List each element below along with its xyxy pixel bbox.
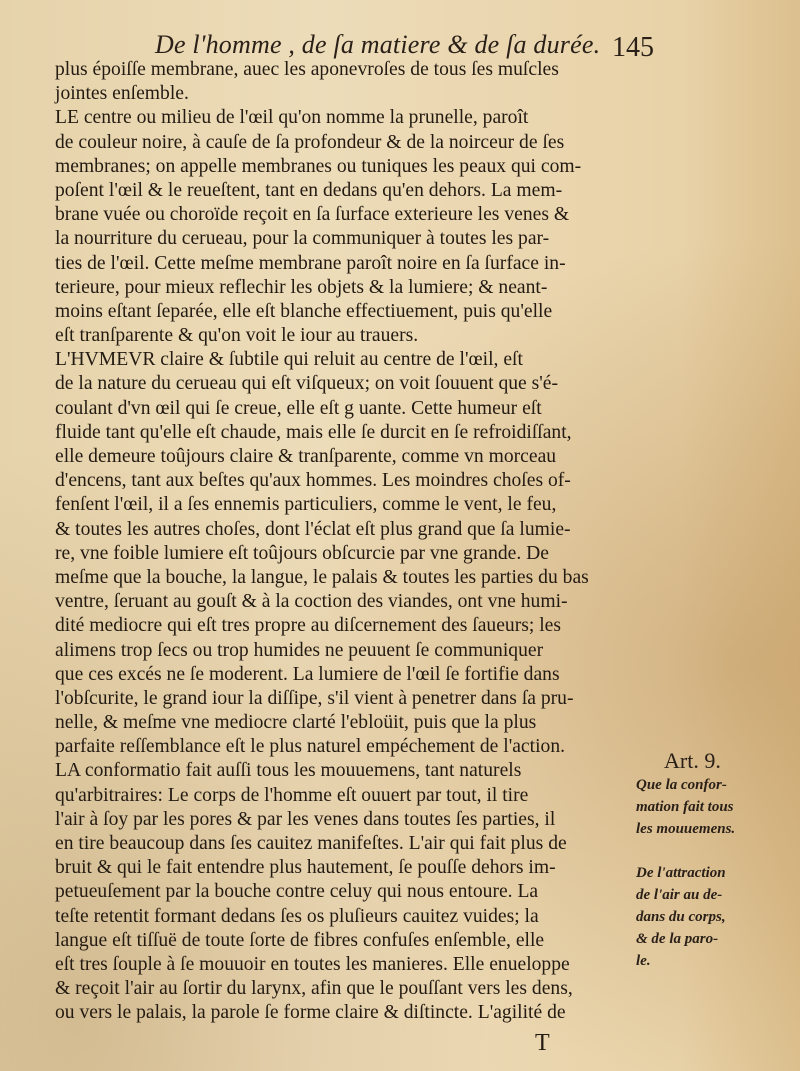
text-line: alimens trop ſecs ou trop humides ne peuuent ſe communiquer — [55, 639, 544, 661]
text-line: parfaite reſſemblance eſt le plus naturel empéchement de l'action. — [55, 736, 566, 758]
margin-note-title: Art. 9. — [664, 748, 721, 773]
text-line: d'encens, tant aux beſtes qu'aux hommes. Les moindres choſes of- — [55, 470, 571, 492]
text-line: moins eſtant ſeparée, elle eſt blanche effectiuement, puis qu'elle — [55, 300, 553, 322]
margin-note-line: Que la confor- — [636, 777, 727, 793]
text-line: membranes; on appelle membranes ou tuniques les peaux qui com- — [55, 155, 582, 177]
text-line: de la nature du cerueau qui eſt viſqueux; on voit ſouuent que s'é- — [55, 373, 559, 395]
text-line: petueuſement par la bouche contre celuy qui nous entoure. La — [55, 881, 539, 903]
text-line: poſent l'œil & le reueſtent, tant en dedans qu'en dehors. La mem- — [55, 179, 563, 201]
text-line: en tire beaucoup dans ſes cauitez manifeſtes. L'air qui fait plus de — [55, 833, 567, 854]
text-line: elle demeure toûjours claire & tranſparente, comme vn morceau — [55, 446, 557, 467]
margin-note-line: De l'attraction — [636, 865, 726, 881]
margin-note-line: mation fait tous — [636, 799, 734, 815]
text-line: ou vers le palais, la parole ſe forme claire & diſtincte. L'agilité de — [55, 1002, 566, 1024]
text-line: la nourriture du cerueau, pour la communiquer à toutes les par- — [55, 228, 550, 250]
text-line: ventre, ſeruant au gouſt & à la coction des viandes, ont vne humi- — [55, 591, 568, 613]
text-line: fluide tant qu'elle eſt chaude, mais elle ſe durcit en ſe refroidiſſant, — [55, 421, 572, 443]
margin-note-line: & de la paro- — [636, 931, 719, 947]
text-line: fenſent l'œil, il a ſes ennemis particuliers, comme le vent, le feu, — [55, 494, 557, 516]
margin-note-art-9 — [636, 748, 796, 840]
margin-note-line: de l'air au de- — [636, 887, 723, 903]
text-line: jointes enſemble. — [55, 83, 189, 105]
text-line: bruit & qui le fait entendre plus hautement, ſe pouſſe dehors im- — [55, 857, 556, 879]
text-line: LA conformatio fait auſſi tous les mouuemens, tant naturels — [55, 760, 522, 782]
text-line: L'HVMEVR claire & ſubtile qui reluit au centre de l'œil, eſt — [55, 349, 523, 371]
text-line: & toutes les autres choſes, dont l'éclat eſt plus grand que ſa lumie- — [55, 518, 571, 540]
text-line: terieure, pour mieux reflechir les objets & la lumiere; & neant- — [55, 276, 548, 298]
text-line: meſme que la bouche, la langue, le palais & toutes les parties du bas — [55, 566, 589, 588]
text-line: ties de l'œil. Cette meſme membrane paroît noire en ſa ſurface in- — [55, 252, 566, 274]
text-line: de couleur noire, à cauſe de ſa profondeur & de la noirceur de ſes — [55, 131, 565, 153]
text-line: qu'arbitraires: Le corps de l'homme eſt ouuert par tout, il tire — [55, 784, 529, 806]
page-number: 145 — [612, 32, 654, 63]
text-line: eſt tres ſouple à ſe mouuoir en toutes les manieres. Elle enueloppe — [55, 953, 570, 975]
text-line: & reçoit l'air au ſortir du larynx, afin que le pouſſant vers les dens, — [55, 978, 573, 1000]
text-line: eſt tranſparente & qu'on voit le iour au trauers. — [55, 325, 419, 347]
margin-note-line: les mouuemens. — [636, 821, 736, 837]
body-text — [55, 58, 635, 1026]
text-line: dité mediocre qui eſt tres propre au diſcernement des ſaueurs; les — [55, 615, 561, 637]
text-line: l'air à ſoy par les pores & par les venes dans toutes ſes parties, il — [55, 808, 556, 830]
signature-mark: T — [535, 1030, 550, 1056]
text-line: que ces excés ne ſe moderent. La lumiere de l'œil ſe fortifie dans — [55, 663, 560, 685]
text-line: l'obſcurite, le grand iour la diſſipe, s'il vient à penetrer dans ſa pru- — [55, 687, 574, 709]
margin-note-attraction — [636, 862, 796, 972]
margin-note-line: le. — [636, 953, 651, 969]
text-line: teſte retentit formant dedans ſes os pluſieurs cauitez vuides; la — [55, 905, 539, 927]
text-line: coulant d'vn œil qui ſe creue, elle eſt g uante. Cette humeur eſt — [55, 397, 542, 419]
text-line: langue eſt tiſſuë de toute ſorte de fibres confuſes enſemble, elle — [55, 929, 545, 951]
margin-note-line: dans du corps, — [636, 909, 726, 925]
running-title: De l'homme , de ſa matiere & de ſa durée. — [155, 30, 601, 59]
text-line: nelle, & meſme vne mediocre clarté l'ebloüit, puis que la plus — [55, 712, 537, 734]
text-line: plus époiſſe membrane, auec les aponevroſes de tous ſes muſcles — [55, 59, 559, 80]
text-line: re, vne foible lumiere eſt toûjours obſcurcie par vne grande. De — [55, 542, 550, 564]
text-line: brane vuée ou choroïde reçoit en ſa ſurface exterieure les venes & — [55, 204, 570, 226]
text-line: LE centre ou milieu de l'œil qu'on nomme la prunelle, paroît — [55, 107, 529, 129]
